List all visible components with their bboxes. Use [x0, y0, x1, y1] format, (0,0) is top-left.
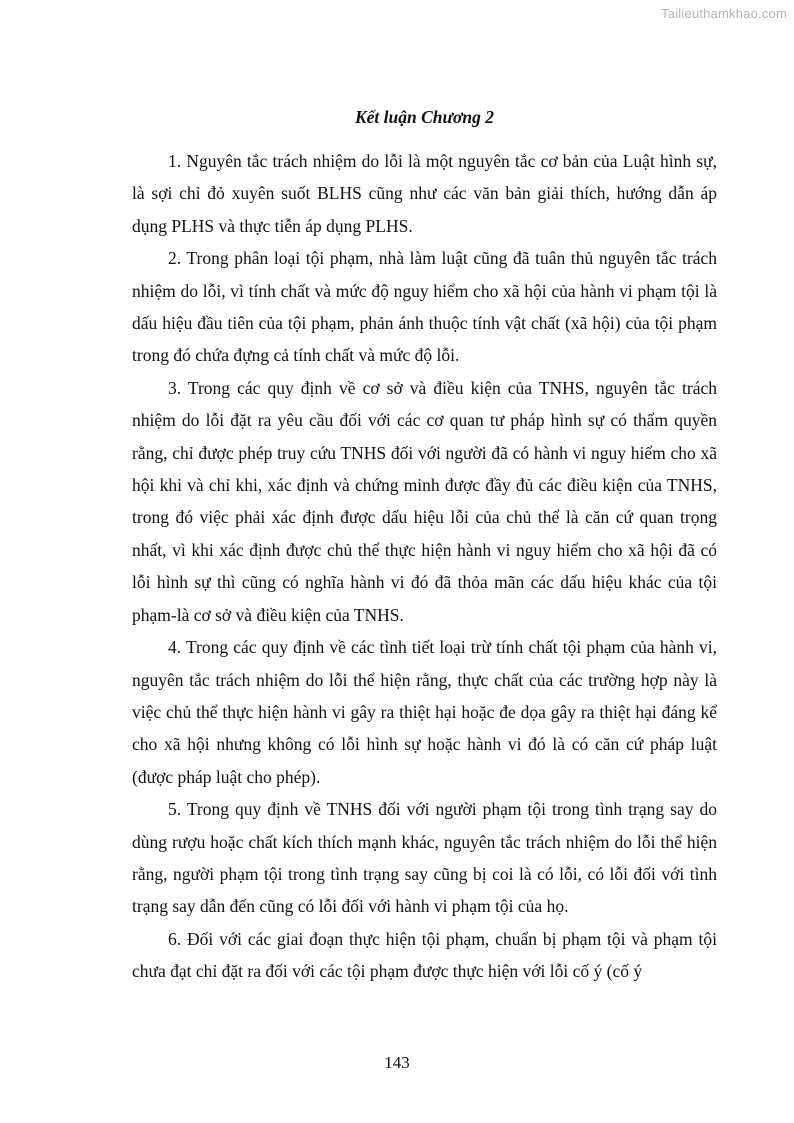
chapter-title: Kết luận Chương 2: [354, 107, 495, 127]
paragraph-4: 4. Trong các quy định về các tình tiết loại trừ tính chất tội phạm của hành vi, nguyên tắc trách nhiệm do lỗi thể hiện rằng, thực chất của các trường hợp này là việc chủ thể thực hiện hành vi gây ra thiệt hại hoặc đe dọa gây ra thiệt hại đáng kể cho xã hội nhưng không có lỗi hình sự hoặc hành vi đó là có căn cứ pháp luật (được pháp luật cho phép).: [132, 637, 717, 787]
paragraph-1: 1. Nguyên tắc trách nhiệm do lỗi là một nguyên tắc cơ bản của Luật hình sự, là sợi chỉ đỏ xuyên suốt BLHS cũng như các văn bản giải thích, hướng dẫn áp dụng PLHS và thực tiễn áp dụng PLHS.: [132, 151, 717, 236]
paragraph-3: 3. Trong các quy định về cơ sở và điều kiện của TNHS, nguyên tắc trách nhiệm do lỗi đặt ra yêu cầu đối với các cơ quan tư pháp hình sự có thẩm quyền rằng, chỉ được phép truy cứu TNHS đối với người đã có hành vi nguy hiểm cho xã hội khi và chỉ khi, xác định và chứng minh được đầy đủ các điều kiện của TNHS, trong đó việc phải xác định được dấu hiệu lỗi của chủ thể là căn cứ quan trọng nhất, vì khi xác định được chủ thể thực hiện hành vi nguy hiểm cho xã hội đã có lỗi hình sự thì cũng có nghĩa hành vi đó đã thỏa mãn các dấu hiệu khác của tội phạm-là cơ sở và điều kiện của TNHS.: [132, 377, 717, 625]
page-content: [132, 101, 717, 988]
page-number: 143: [384, 1053, 410, 1072]
watermark-text: Tailieuthamkhao.com: [661, 6, 787, 21]
paragraph-2: 2. Trong phân loại tội phạm, nhà làm luật cũng đã tuân thủ nguyên tắc trách nhiệm do lỗi, vì tính chất và mức độ nguy hiểm cho xã hội của hành vi phạm tội là dấu hiệu đầu tiên của tội phạm, phản ánh thuộc tính vật chất (xã hội) của tội phạm trong đó chứa đựng cả tính chất và mức độ lỗi.: [132, 248, 717, 366]
paragraph-5: 5. Trong quy định về TNHS đối với người phạm tội trong tình trạng say do dùng rượu hoặc chất kích thích mạnh khác, nguyên tắc trách nhiệm do lỗi thể hiện rằng, người phạm tội trong tình trạng say cũng bị coi là có lỗi, có lỗi đối với tình trạng say dẫn đến cũng có lỗi đối với hành vi phạm tội của họ.: [132, 799, 717, 917]
paragraph-6: 6. Đối với các giai đoạn thực hiện tội phạm, chuẩn bị phạm tội và phạm tội chưa đạt chỉ đặt ra đối với các tội phạm được thực hiện với lỗi cố ý (cố ý: [132, 928, 717, 982]
